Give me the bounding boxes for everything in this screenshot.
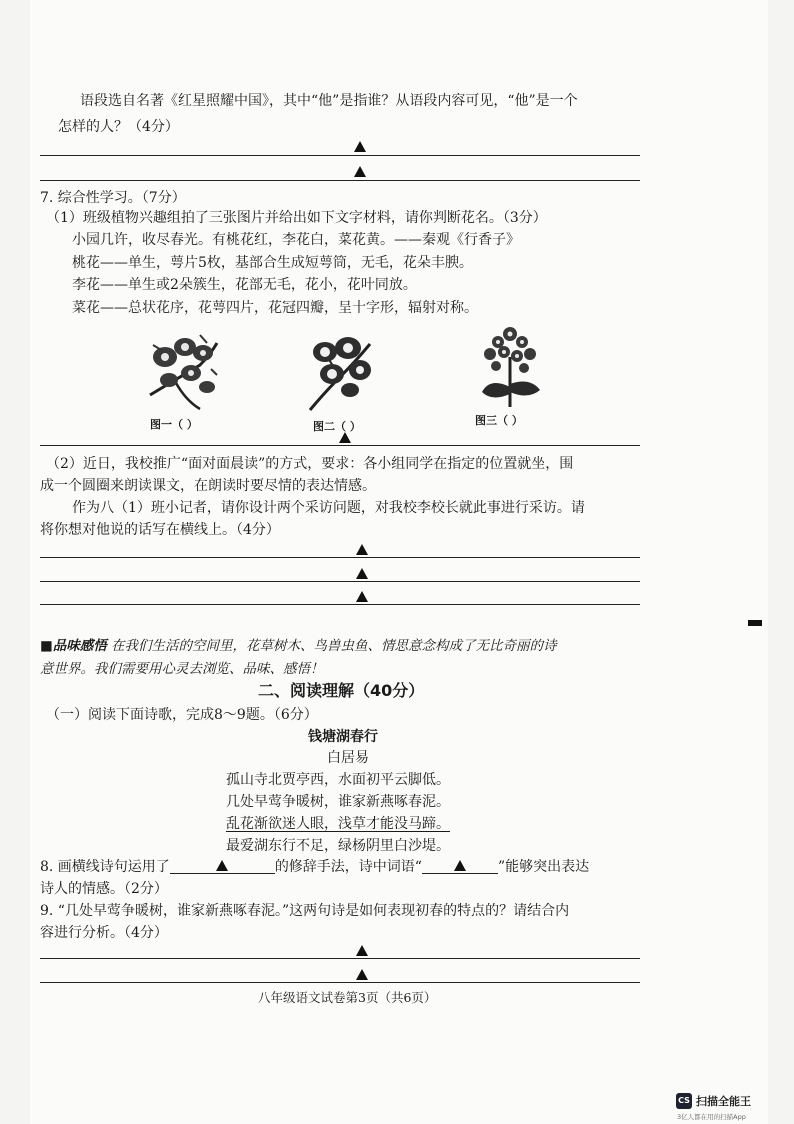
answer-line[interactable] [40, 581, 640, 582]
q8-blank-word[interactable] [422, 857, 498, 874]
section2-heading: 二、阅读理解（40分） [258, 681, 425, 700]
figure1-caption: 图一（ ） [150, 418, 198, 431]
answer-line[interactable] [40, 180, 640, 181]
intro-line1 [40, 636, 557, 656]
camscanner-logo-icon: CS [676, 1093, 692, 1109]
watermark-title: 扫描全能王 [696, 1095, 751, 1108]
q7-part2-line1: （2）近日，我校推广“面对面晨读”的方式，要求：各小组同学在指定的位置就坐，围 [46, 456, 574, 472]
answer-line[interactable] [40, 445, 640, 446]
q7-part2-line2: 成一个圆圈来朗读课文，在朗读时要尽情的表达情感。 [40, 478, 376, 494]
exam-page [30, 0, 768, 1124]
poem-line-4: 最爱湖东行不足，绿杨阴里白沙堤。 [226, 838, 450, 854]
rape-flower-image [470, 322, 550, 407]
q7-poem-line: 小园几许，收尽春光。有桃花红，李花白，菜花黄。——秦观《行香子》 [72, 232, 520, 248]
q7-part1-intro: （1）班级植物兴趣组拍了三张图片并给出如下文字材料，请你判断花名。（3分） [46, 210, 547, 226]
answer-line[interactable] [40, 958, 640, 959]
answer-marker-icon [339, 432, 351, 443]
q8-blank-rhetoric[interactable] [170, 857, 275, 874]
q7-plum-desc: 李花——单生或2朵簇生，花部无毛，花小，花叶同放。 [72, 277, 417, 293]
q7-rape-desc: 菜花——总状花序，花萼四片，花冠四瓣，呈十字形，辐射对称。 [72, 300, 478, 316]
poem-line-1: 孤山寺北贾亭西，水面初平云脚低。 [226, 772, 450, 788]
q8-line2: 诗人的情感。（2分） [40, 881, 168, 897]
answer-marker-icon [356, 591, 368, 602]
plum-flower-image [300, 332, 380, 417]
answer-marker-icon [354, 141, 366, 152]
q7-title: 7. 综合性学习。（7分） [40, 190, 186, 206]
peach-flower-image [145, 325, 220, 415]
q7-part2-line3: 作为八（1）班小记者，请你设计两个采访问题，对我校李校长就此事进行采访。请 [72, 500, 585, 516]
intro-label: ■品味感悟 [40, 638, 107, 654]
q6-prompt-line1: 语段选自名著《红星照耀中国》，其中“他”是指谁？从语段内容可见，“他”是一个 [80, 93, 578, 109]
poem-title: 钱塘湖春行 [308, 729, 378, 745]
answer-line[interactable] [40, 155, 640, 156]
answer-line[interactable] [40, 557, 640, 558]
q8-part-c: ”能够突出表达 [497, 859, 590, 875]
q9-line1: 9. “几处早莺争暖树，谁家新燕啄春泥。”这两句诗是如何表现初春的特点的？请结合内 [40, 903, 570, 919]
answer-marker-icon [356, 945, 368, 956]
answer-marker-icon [216, 860, 228, 871]
intro-line2: 意世界。我们需要用心灵去浏览、品味、感悟！ [40, 661, 324, 677]
poem-author: 白居易 [327, 750, 369, 766]
intro-line1-text: 在我们生活的空间里，花草树木、鸟兽虫鱼、情思意念构成了无比奇丽的诗 [106, 638, 557, 654]
q8-line1 [40, 857, 589, 877]
answer-marker-icon [356, 544, 368, 555]
q7-part2-line4: 将你想对他说的话写在横线上。（4分） [40, 522, 280, 538]
answer-marker-icon [354, 166, 366, 177]
poem-line-2: 几处早莺争暖树，谁家新燕啄春泥。 [226, 794, 450, 810]
answer-line[interactable] [40, 604, 640, 605]
answer-marker-icon [356, 969, 368, 980]
q9-line2: 容进行分析。（4分） [40, 925, 168, 941]
watermark-subtitle: 3亿人都在用的扫描App [677, 1113, 746, 1121]
answer-line[interactable] [40, 982, 640, 983]
q8-part-b: 的修辞手法，诗中词语“ [274, 859, 422, 875]
section2-sub1: （一）阅读下面诗歌，完成8～9题。（6分） [46, 707, 318, 723]
poem-line-3-underlined: 乱花渐欲迷人眼，浅草才能没马蹄。 [226, 816, 450, 832]
scan-edge-mark [748, 620, 762, 626]
answer-marker-icon [454, 860, 466, 871]
answer-marker-icon [356, 568, 368, 579]
q8-part-a: 8. 画横线诗句运用了 [40, 859, 170, 875]
q6-prompt-line2: 怎样的人？（4分） [58, 119, 179, 135]
q7-peach-desc: 桃花——单生，萼片5枚，基部合生成短萼筒，无毛，花朵丰腴。 [72, 255, 473, 271]
page-footer: 八年级语文试卷第3页（共6页） [258, 990, 437, 1005]
figure3-caption: 图三（ ） [475, 414, 523, 427]
figure2-caption: 图二（ ） [313, 420, 361, 433]
